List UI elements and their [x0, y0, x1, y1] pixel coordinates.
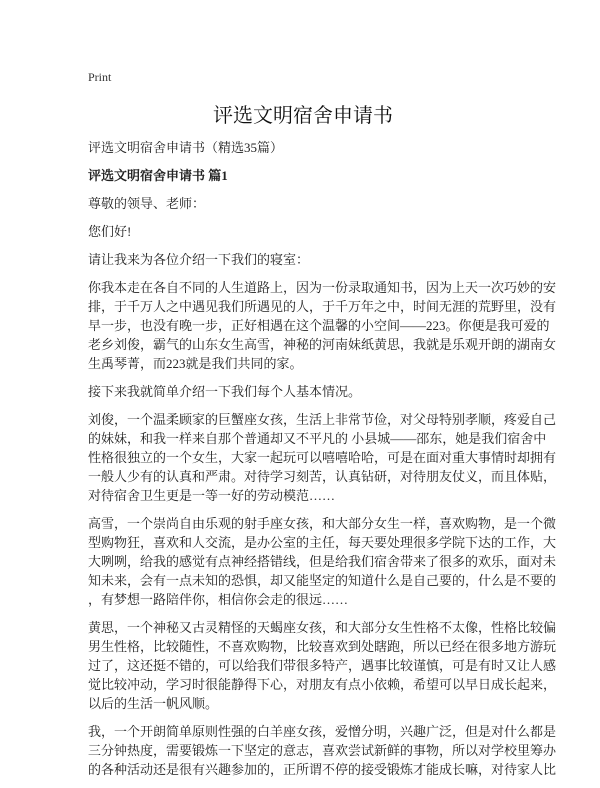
paragraph-line: 早一步，也没有晚一步，正好相遇在这个温馨的小空间——223。你便是我可爱的: [88, 318, 550, 333]
paragraph-line: 生禹琴菁，而223就是我们共同的家。: [88, 356, 303, 371]
paragraph-line: ，有梦想一路陪伴你，相信你会走的很远……: [88, 592, 349, 607]
paragraph-line: 黄思，一个神秘又古灵精怪的天蝎座女孩，和大部分女生性格不太像，性格比较偏: [88, 620, 557, 635]
paragraph-line: 过了，这还挺不错的，可以给我们带很多特产，遇事比较谨慎，可是有时又让人感: [88, 658, 557, 673]
paragraph-line: 刘俊，一个温柔顾家的巨蟹座女孩，生活上非常节俭，对父母特别孝顺，疼爱自己: [88, 412, 557, 427]
paragraph-line: 男生性格，比较随性，不喜欢购物，比较喜欢到处瞎跑，所以已经在很多地方游玩: [88, 639, 557, 654]
paragraph: [88, 382, 518, 401]
salutation: 尊敬的领导、老师：: [88, 196, 206, 211]
paragraph-line: 性格很独立的一个女生，大家一起玩可以嘻嘻哈哈，可是在面对重大事情时却拥有: [88, 450, 557, 465]
section-heading: 评选文明宿舍申请书 篇1: [88, 168, 228, 183]
paragraph-line: 老乡刘俊，霸气的山东女生高雪，神秘的河南妹纸黄思，我就是乐观开朗的湖南女: [88, 337, 557, 352]
paragraph-line: 排，于千万人之中遇见我们所遇见的人，于千万年之中，时间无涯的荒野里，没有: [88, 299, 557, 314]
greeting: 您们好!: [88, 224, 132, 239]
paragraph-line: 型购物狂，喜欢和人交流，是办公室的主任，每天要处理很多学院下达的工作，大: [88, 535, 557, 550]
paragraph-line: 大咧咧，给我的感觉有点神经搭错线，但是给我们宿舍带来了很多的欢乐，面对未: [88, 554, 557, 569]
intro: 请让我来为各位介绍一下我们的寝室：: [88, 252, 310, 267]
paragraph-line: 接下来我就简单介绍一下我们每个人基本情况。: [88, 384, 362, 399]
paragraph-line: 的妹妹，和我一样来自那个普通却又不平凡的 小县城——邵东，她是我们宿舍中: [88, 431, 547, 446]
paragraph-line: 以后的生活一帆风顺。: [88, 696, 219, 711]
document-title: 评选文明宿舍申请书: [213, 105, 393, 127]
paragraph-line: 知未来，会有一点未知的恐惧，却又能坚定的知道什么是自己要的，什么是不要的: [88, 573, 557, 588]
paragraph-line: 高雪，一个崇尚自由乐观的射手座女孩，和大部分女生一样，喜欢购物，是一个微: [88, 516, 557, 531]
paragraph: [88, 722, 557, 779]
paragraph-line: 的各种活动还是很有兴趣参加的，正所谓不停的接受锻炼才能成长嘛，对待家人比: [88, 762, 557, 777]
subtitle: 评选文明宿舍申请书（精选35篇）: [88, 140, 284, 155]
paragraph: [88, 514, 557, 609]
paragraph-line: 三分钟热度，需要锻炼一下坚定的意志，喜欢尝试新鲜的事物，所以对学校里筹办: [88, 743, 557, 758]
body-paragraphs: [88, 278, 557, 779]
paragraph-line: 一般人少有的认真和严肃。对待学习刻苦，认真钻研，对待朋友仗义，而且体贴，: [88, 469, 557, 484]
paragraph-line: 我，一个开朗简单原则性强的白羊座女孩，爱憎分明，兴趣广泛，但是对什么都是: [88, 724, 557, 739]
paragraph: [88, 618, 557, 713]
paragraph-line: 你我本走在各自不同的人生道路上，因为一份录取通知书，因为上天一次巧妙的安: [88, 280, 557, 295]
print-link[interactable]: Print: [88, 70, 112, 84]
document-page: [88, 70, 557, 788]
paragraph-line: 对待宿舍卫生更是一等一好的劳动模范……: [88, 488, 336, 503]
paragraph: [88, 410, 557, 505]
paragraph: [88, 278, 557, 373]
paragraph-line: 觉比较冲动，学习时很能静得下心，对朋友有点小依赖，希望可以早日成长起来，: [88, 677, 557, 692]
